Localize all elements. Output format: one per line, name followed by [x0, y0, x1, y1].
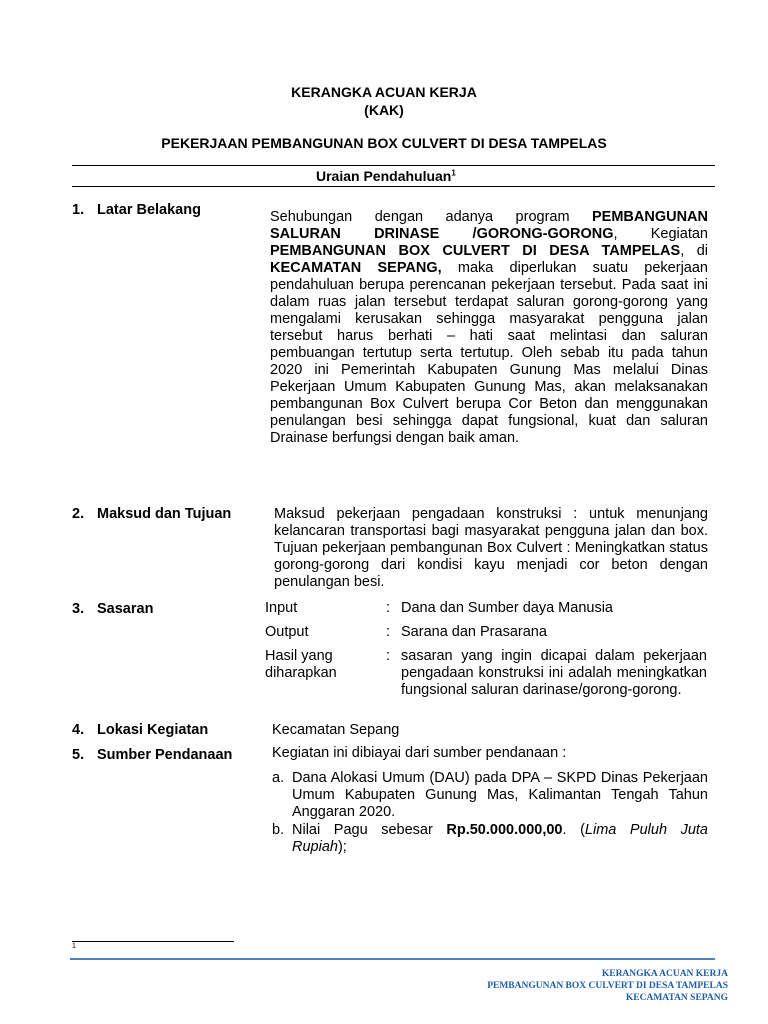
- s1-bold-kegiatan: PEMBANGUNAN BOX CULVERT DI DESA TAMPELAS: [270, 243, 681, 259]
- footnote-mark: 1: [72, 943, 76, 950]
- section-2-number: 2.: [72, 506, 85, 522]
- section-4-value: Kecamatan Sepang: [272, 722, 400, 738]
- item-b-text-1: Nilai Pagu sebesar: [292, 822, 447, 838]
- section-4-heading: Lokasi Kegiatan: [97, 722, 209, 738]
- sasaran-label-output: Output: [265, 624, 309, 640]
- section-2-paragraph: Maksud pekerjaan pengadaan konstruksi : untuk menunjang kelancaran transportasi bagi masyarakat pengguna jalan dan box. Tujuan pekerjaan pembangunan Box Culvert : Meningkatkan status gorong-gorong dari kondisi kayu menjadi cor beton dengan penulangan besi.: [274, 506, 708, 590]
- section-3-heading: Sasaran: [97, 601, 154, 617]
- s1-bold-program: PEMBANGUNAN SALURAN DRINASE /GORONG-GORONG: [270, 209, 708, 242]
- section-5-heading: Sumber Pendanaan: [97, 747, 233, 763]
- section-5-intro: Kegiatan ini dibiayai dari sumber pendanaan :: [272, 745, 567, 761]
- footnote-separator: [72, 941, 234, 942]
- document-title: KERANGKA ACUAN KERJA: [291, 84, 477, 100]
- item-b-amount: Rp.50.000.000,00: [446, 822, 563, 838]
- section-4-number: 4.: [72, 722, 85, 738]
- sasaran-label-input: Input: [265, 600, 298, 616]
- item-b-amount-words: Lima Puluh Juta Rupiah: [292, 822, 708, 855]
- s1-text-1: Sehubungan dengan adanya program: [270, 209, 592, 225]
- document-title-abbrev: (KAK): [364, 102, 404, 118]
- section-rule-top: [72, 165, 715, 166]
- s1-bold-kecamatan: KECAMATAN SEPANG,: [270, 260, 442, 276]
- footer-line-3: KECAMATAN SEPANG: [625, 993, 728, 1003]
- funding-item-a-text: Dana Alokasi Umum (DAU) pada DPA – SKPD Dinas Pekerjaan Umum Kabupaten Gunung Mas, Kalimantan Tengah Tahun Anggaran 2020.: [292, 770, 708, 820]
- section-1-heading: Latar Belakang: [97, 202, 201, 218]
- section-title: [316, 168, 456, 184]
- funding-item-a-marker: a.: [272, 770, 285, 786]
- sasaran-value-input: Dana dan Sumber daya Manusia: [401, 600, 613, 616]
- section-2-heading: Maksud dan Tujuan: [97, 506, 232, 522]
- funding-item-a: [272, 770, 708, 821]
- section-title-text: Uraian Pendahuluan: [316, 168, 452, 184]
- footer-rule: [70, 958, 715, 960]
- item-b-text-3: );: [337, 839, 347, 855]
- sasaran-colon-input: :: [386, 600, 391, 616]
- section-5-number: 5.: [72, 747, 85, 763]
- sasaran-colon-hasil: :: [386, 648, 391, 664]
- sasaran-colon-output: :: [386, 624, 391, 640]
- section-1-number: 1.: [72, 202, 85, 218]
- section-1-paragraph: [270, 209, 708, 447]
- section-rule-bottom: [72, 186, 715, 187]
- funding-item-b-text: [292, 822, 708, 856]
- s1-text-3: , di: [680, 243, 708, 259]
- sasaran-value-hasil: sasaran yang ingin dicapai dalam pekerjaan pengadaan konstruksi ini adalah meningkatkan fungsional saluran darinase/gorong-gorong.: [401, 648, 707, 698]
- s1-text-2: , Kegiatan: [613, 226, 708, 242]
- item-b-text-2: . (: [562, 822, 585, 838]
- sasaran-label-hasil: Hasil yang diharapkan: [265, 648, 337, 681]
- section-3-number: 3.: [72, 601, 85, 617]
- sasaran-value-output: Sarana dan Prasarana: [401, 624, 547, 640]
- footer-line-2: PEMBANGUNAN BOX CULVERT DI DESA TAMPELAS: [487, 981, 728, 991]
- document-subtitle: PEKERJAAN PEMBANGUNAN BOX CULVERT DI DESA TAMPELAS: [161, 135, 607, 151]
- footnote-reference: 1: [451, 168, 456, 178]
- funding-item-b: [272, 822, 708, 856]
- s1-text-4: maka diperlukan suatu pekerjaan pendahuluan berupa perencanan pekerjaan tersebut. Pada saat ini dalam ruas jalan tersebut terdapat saluran gorong-gorong yang mengalami kerusakan sehingga masyarakat pengguna jalan tersebut harus berhati – hati saat melintasi dan saluran pembuangan tertutup serta tertutup. Oleh sebab itu pada tahun 2020 ini Pemerintah Kabupaten Gunung Mas melalui Dinas Pekerjaan Umum Kabupaten Gunung Mas, akan melaksanakan pembangunan Box Culvert berupa Cor Beton dan menggunakan penulangan besi sehingga dapat fungsional, kuat dan saluran Drainase berfungsi dengan baik aman.: [270, 260, 708, 446]
- funding-item-b-marker: b.: [272, 822, 285, 838]
- footer-line-1: KERANGKA ACUAN KERJA: [601, 969, 728, 979]
